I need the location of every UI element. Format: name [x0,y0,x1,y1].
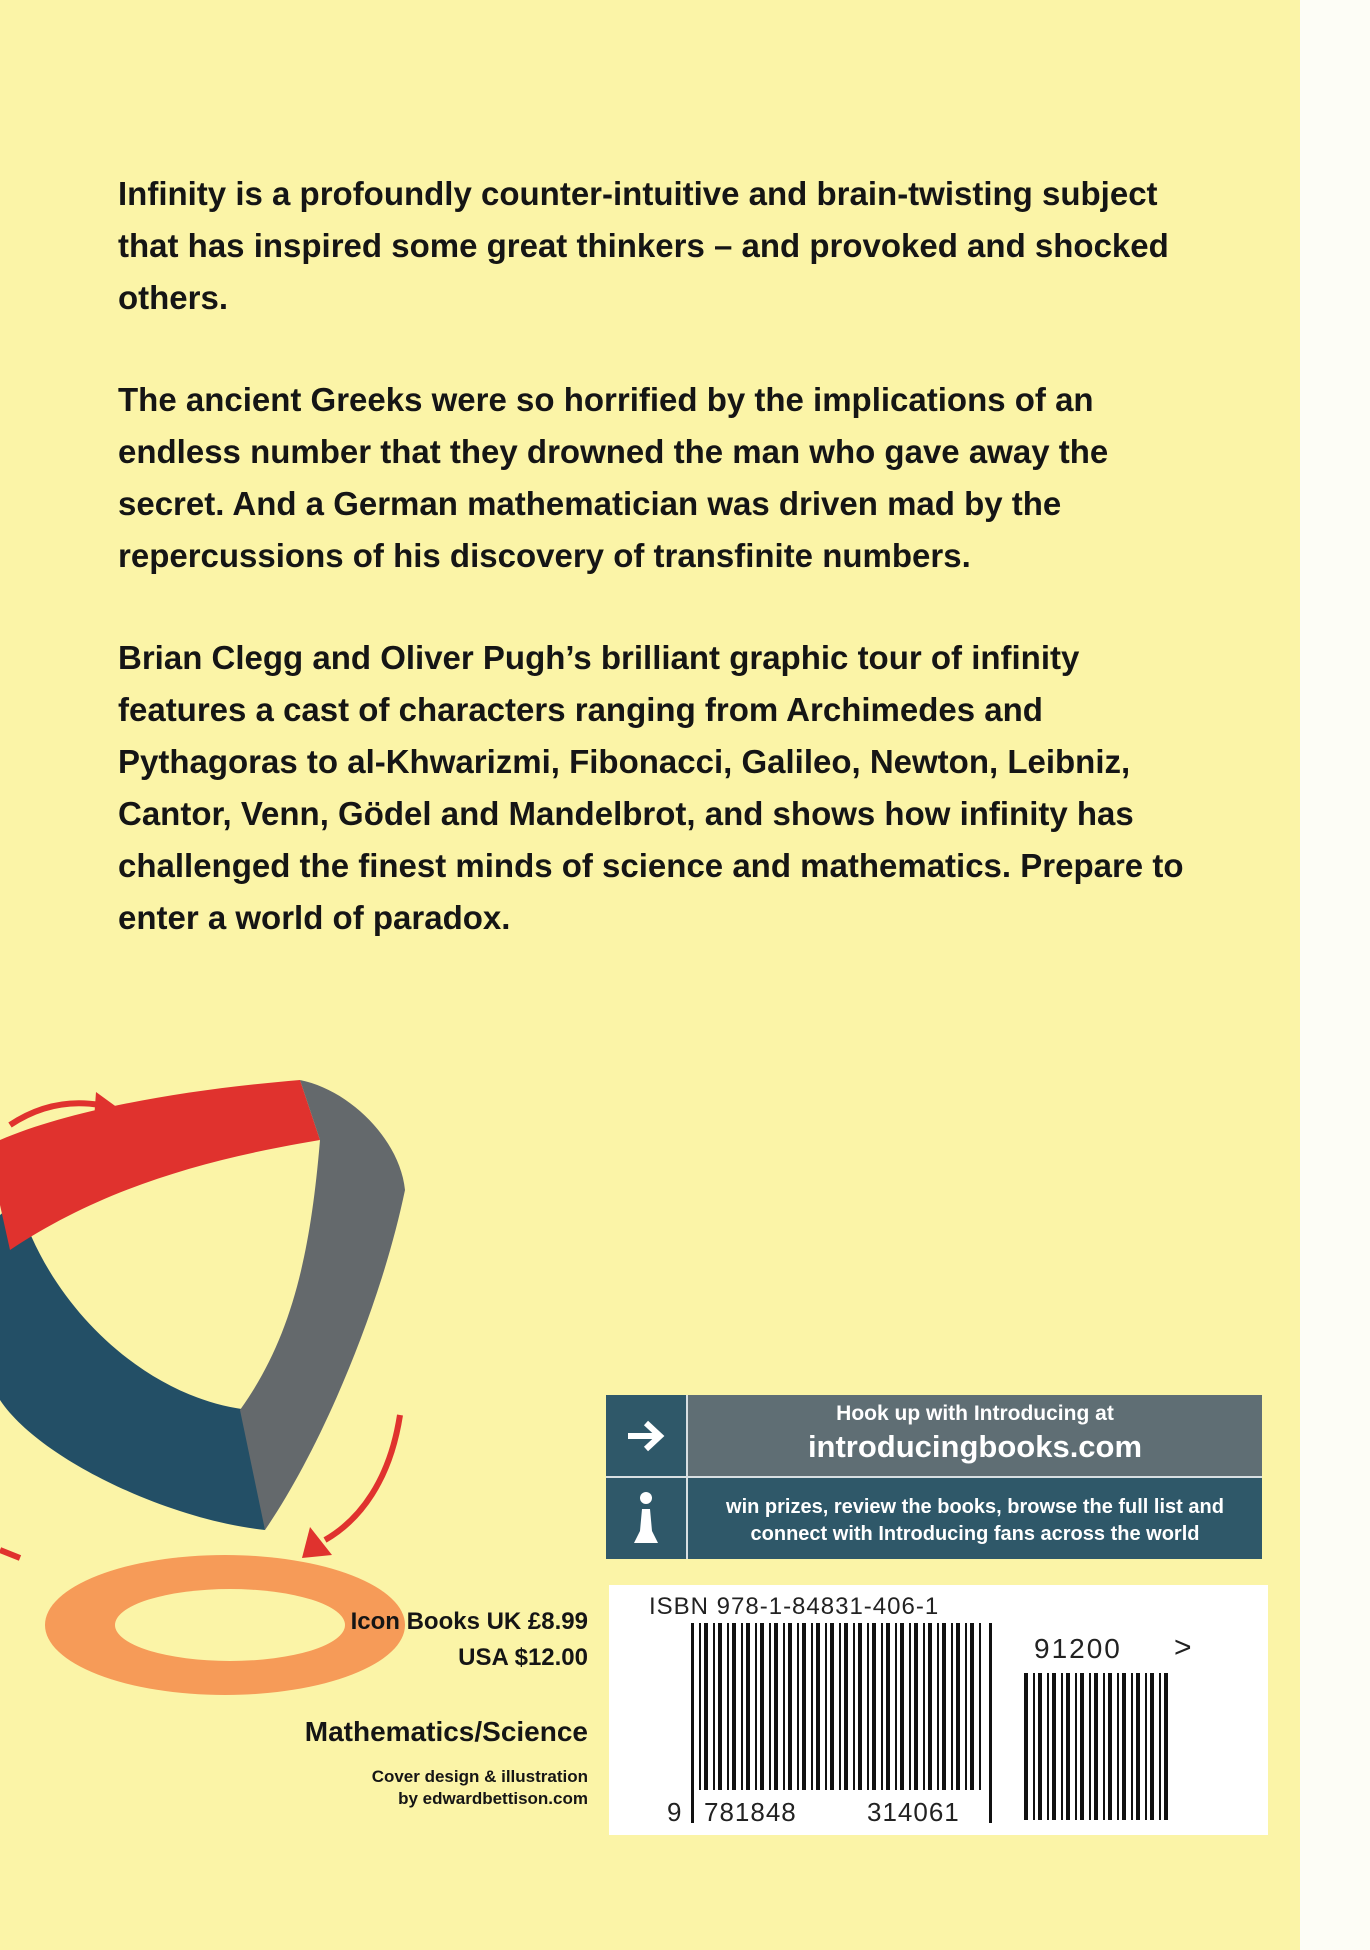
promo-line-2: win prizes, review the books, browse the full list and [726,1496,1224,1518]
cover-credit-line-1: Cover design & illustration [371,1767,588,1786]
price-uk: Icon Books UK £8.99 [350,1608,588,1635]
arrow-head-bottom-icon [302,1527,332,1558]
blurb-paragraph-2: The ancient Greeks were so horrified by the implications of an endless number that they drowned the man who gave away the secret. And a German mathematician was driven mad by the repercussions of his discovery of transfinite numbers. [118,381,1109,574]
mobius-blue-band [0,1200,265,1530]
promo-url-link[interactable]: introducingbooks.com [807,1429,1143,1464]
blurb-paragraph-3: Brian Clegg and Oliver Pugh’s brilliant graphic tour of infinity features a cast of characters ranging from Archimedes and Pythagoras to al-Khwarizmi, Fibonacci, Galileo, Newton, Leibniz, Cantor, Venn, Gödel and Mandelbrot, and shows how infinity has challenged the finest minds of science and mathematics. Prepare to enter a world of paradox. [118,639,1184,936]
promo-arrow-cell [606,1395,686,1476]
promo-line-1: Hook up with Introducing at [836,1402,1114,1425]
blurb-paragraph-1: Infinity is a profoundly counter-intuitive and brain-twisting subject that has inspired some great thinkers – and provoked and shocked others. [118,175,1169,316]
cover-credit [210,1766,588,1810]
promo-info-cell [606,1476,686,1559]
cover-credit-line-2: by edwardbettison.com [398,1789,588,1808]
arrow-right-icon [626,1419,666,1453]
blurb-text [118,168,1198,994]
promo-header [688,1395,1262,1478]
barcode-digits-right: 314061 [867,1797,960,1827]
addon-arrow: > [1174,1631,1192,1664]
promo-details [688,1478,1262,1559]
book-category: Mathematics/Science [304,1716,588,1747]
promo-icon-column [606,1395,688,1559]
price-usa: USA $12.00 [458,1644,588,1671]
rotation-arrow-left [0,1550,20,1558]
price-addon-code: 91200 [1034,1633,1122,1664]
isbn-text: ISBN 978-1-84831-406-1 [649,1593,940,1620]
info-icon [631,1491,661,1547]
barcode-box [609,1585,1268,1835]
barcode-digits-left: 781848 [704,1797,797,1827]
promo-line-3: connect with Introducing fans across the world [750,1523,1200,1545]
introducing-books-promo [606,1395,1262,1559]
barcode-digit-first: 9 [667,1797,683,1827]
price-block [210,1604,588,1810]
rotation-arrow-bottom [325,1415,400,1540]
